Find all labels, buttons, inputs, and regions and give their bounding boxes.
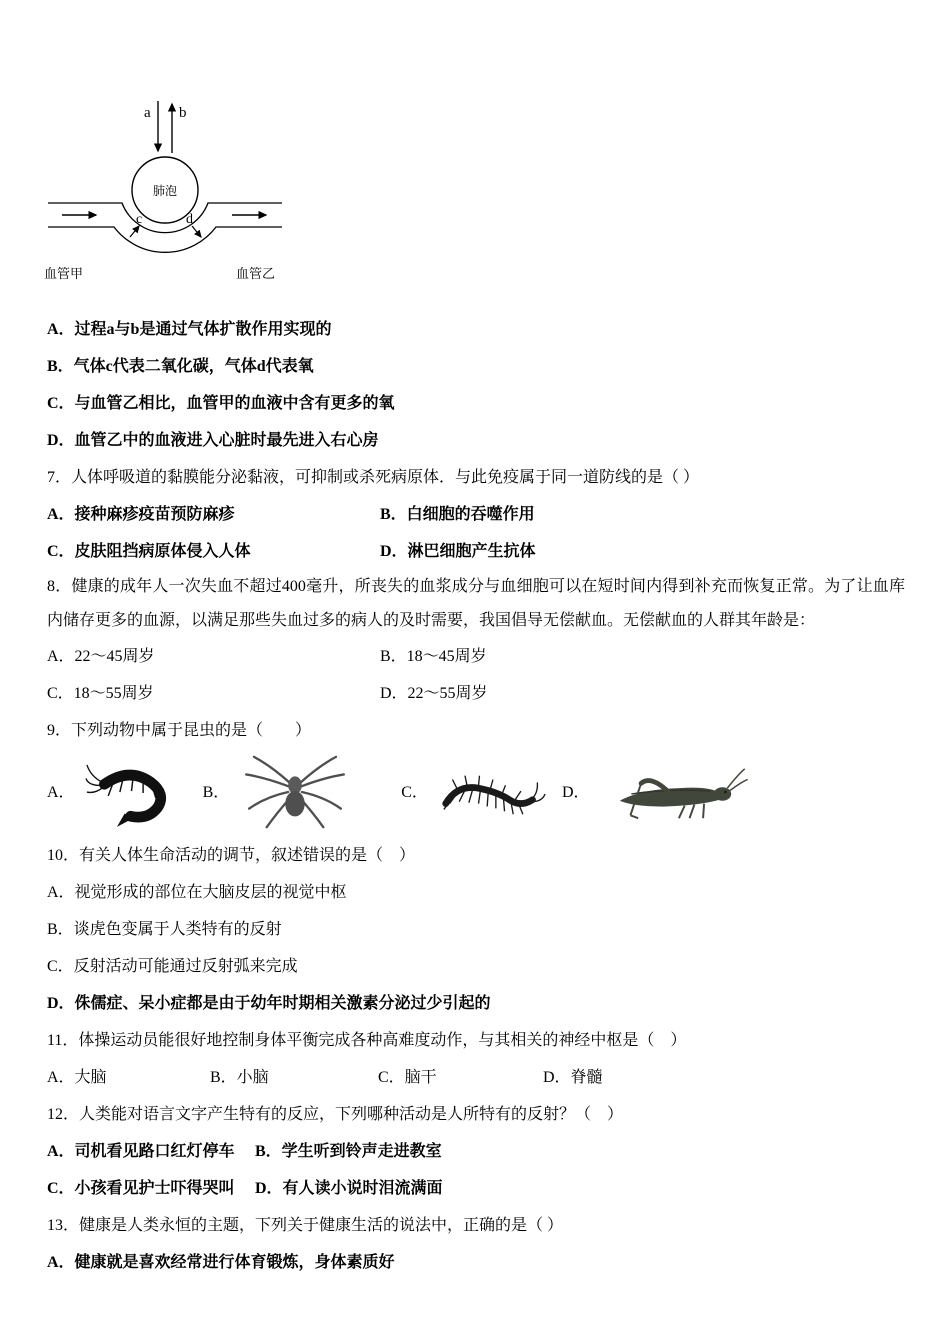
q12-stem: 12．人类能对语言文字产生特有的反应，下列哪种活动是人所特有的反射？（ ） <box>47 1106 624 1123</box>
q6-option-d: D．血管乙中的血液进入心脏时最先进入右心房 <box>47 432 379 449</box>
q8-options <box>47 638 905 712</box>
q8-option-b: B．18～45周岁 <box>380 648 487 665</box>
q9-option-a <box>47 749 177 837</box>
q9-option-b-label: B． <box>202 784 230 801</box>
q9-option-c <box>401 749 546 837</box>
q11-stem: 11．体操运动员能很好地控制身体平衡完成各种高难度动作，与其相关的神经中枢是（ ） <box>47 1032 687 1049</box>
alveolus-gas-exchange-diagram <box>40 95 310 287</box>
q9-option-b <box>203 749 352 837</box>
alveolus-diagram-svg <box>40 95 310 287</box>
grasshopper-image <box>600 762 750 824</box>
left-vessel-label: 血管甲 <box>44 266 84 281</box>
q12-option-b: B．学生听到铃声走进教室 <box>255 1143 442 1160</box>
capillary-lower-wall <box>48 227 282 252</box>
q9-option-a-label: A． <box>47 784 75 801</box>
q7-option-a: A．接种麻疹疫苗预防麻疹 <box>47 506 235 523</box>
q9-option-c-label: C． <box>401 784 428 801</box>
q11-option-c: C．脑干 <box>378 1069 437 1086</box>
q6-option-c: C．与血管乙相比，血管甲的血液中含有更多的氧 <box>47 395 395 412</box>
q12-options-row-1 <box>47 1133 905 1170</box>
q8-option-c: C．18～55周岁 <box>47 685 154 702</box>
q7-option-c: C．皮肤阻挡病原体侵入人体 <box>47 543 251 560</box>
q10-option-b: B．谈虎色变属于人类特有的反射 <box>47 921 282 938</box>
q7-option-d: D．淋巴细胞产生抗体 <box>380 543 536 560</box>
q11-option-d: D．脊髓 <box>543 1069 603 1086</box>
q12-option-d: D．有人读小说时泪流满面 <box>255 1180 443 1197</box>
q12-option-a: A．司机看见路口红灯停车 <box>47 1143 235 1160</box>
right-vessel-label: 血管乙 <box>236 266 276 281</box>
q9-stem: 9．下列动物中属于昆虫的是（ ） <box>47 722 312 739</box>
q6-option-a: A．过程a与b是通过气体扩散作用实现的 <box>47 321 332 338</box>
q6-option-b: B．气体c代表二氧化碳，气体d代表氧 <box>47 358 314 375</box>
alveolus-label: 肺泡 <box>152 184 178 198</box>
gas-c-arrow <box>130 226 139 237</box>
q9-options-row <box>47 749 905 837</box>
q10-option-a: A．视觉形成的部位在大脑皮层的视觉中枢 <box>47 884 347 901</box>
q7-option-b: B．白细胞的吞噬作用 <box>380 506 535 523</box>
spider-image <box>239 753 351 833</box>
label-b: b <box>179 105 187 121</box>
centipede-image <box>438 762 546 824</box>
label-d: d <box>186 212 193 227</box>
q11-option-a: A．大脑 <box>47 1069 107 1086</box>
q13-stem: 13．健康是人类永恒的主题，下列关于健康生活的说法中，正确的是（ ） <box>47 1217 564 1234</box>
q12-option-c: C．小孩看见护士吓得哭叫 <box>47 1180 235 1197</box>
q10-option-c: C．反射活动可能通过反射弧来完成 <box>47 958 298 975</box>
label-a: a <box>144 105 151 121</box>
q12-options-row-2 <box>47 1170 905 1207</box>
q8-stem: 8．健康的成年人一次失血不超过400毫升，所丧失的血浆成分与血细胞可以在短时间内得到补充而恢复正常。为了让血库内储存更多的血源，以满足那些失血过多的病人的及时需要，我国倡导无偿献血。无偿献血的人群其年龄是： <box>47 578 905 629</box>
q10-option-d: D．侏儒症、呆小症都是由于幼年时期相关激素分泌过少引起的 <box>47 995 491 1012</box>
q8-option-d: D．22～55周岁 <box>380 685 488 702</box>
label-c: c <box>136 212 143 227</box>
q10-stem: 10．有关人体生命活动的调节，叙述错误的是（ ） <box>47 847 416 864</box>
q7-options <box>47 496 905 570</box>
shrimp-image <box>85 758 177 828</box>
q9-option-d-label: D． <box>561 784 590 801</box>
q8-option-a: A．22～45周岁 <box>47 648 155 665</box>
q11-option-b: B．小脑 <box>210 1069 269 1086</box>
q9-option-d <box>562 749 750 837</box>
q11-options <box>47 1059 905 1096</box>
gas-d-arrow <box>192 226 201 237</box>
q7-stem: 7．人体呼吸道的黏膜能分泌黏液，可抑制或杀死病原体．与此免疫属于同一道防线的是（ ） <box>47 469 700 486</box>
q13-option-a: A．健康就是喜欢经常进行体育锻炼，身体素质好 <box>47 1254 395 1271</box>
